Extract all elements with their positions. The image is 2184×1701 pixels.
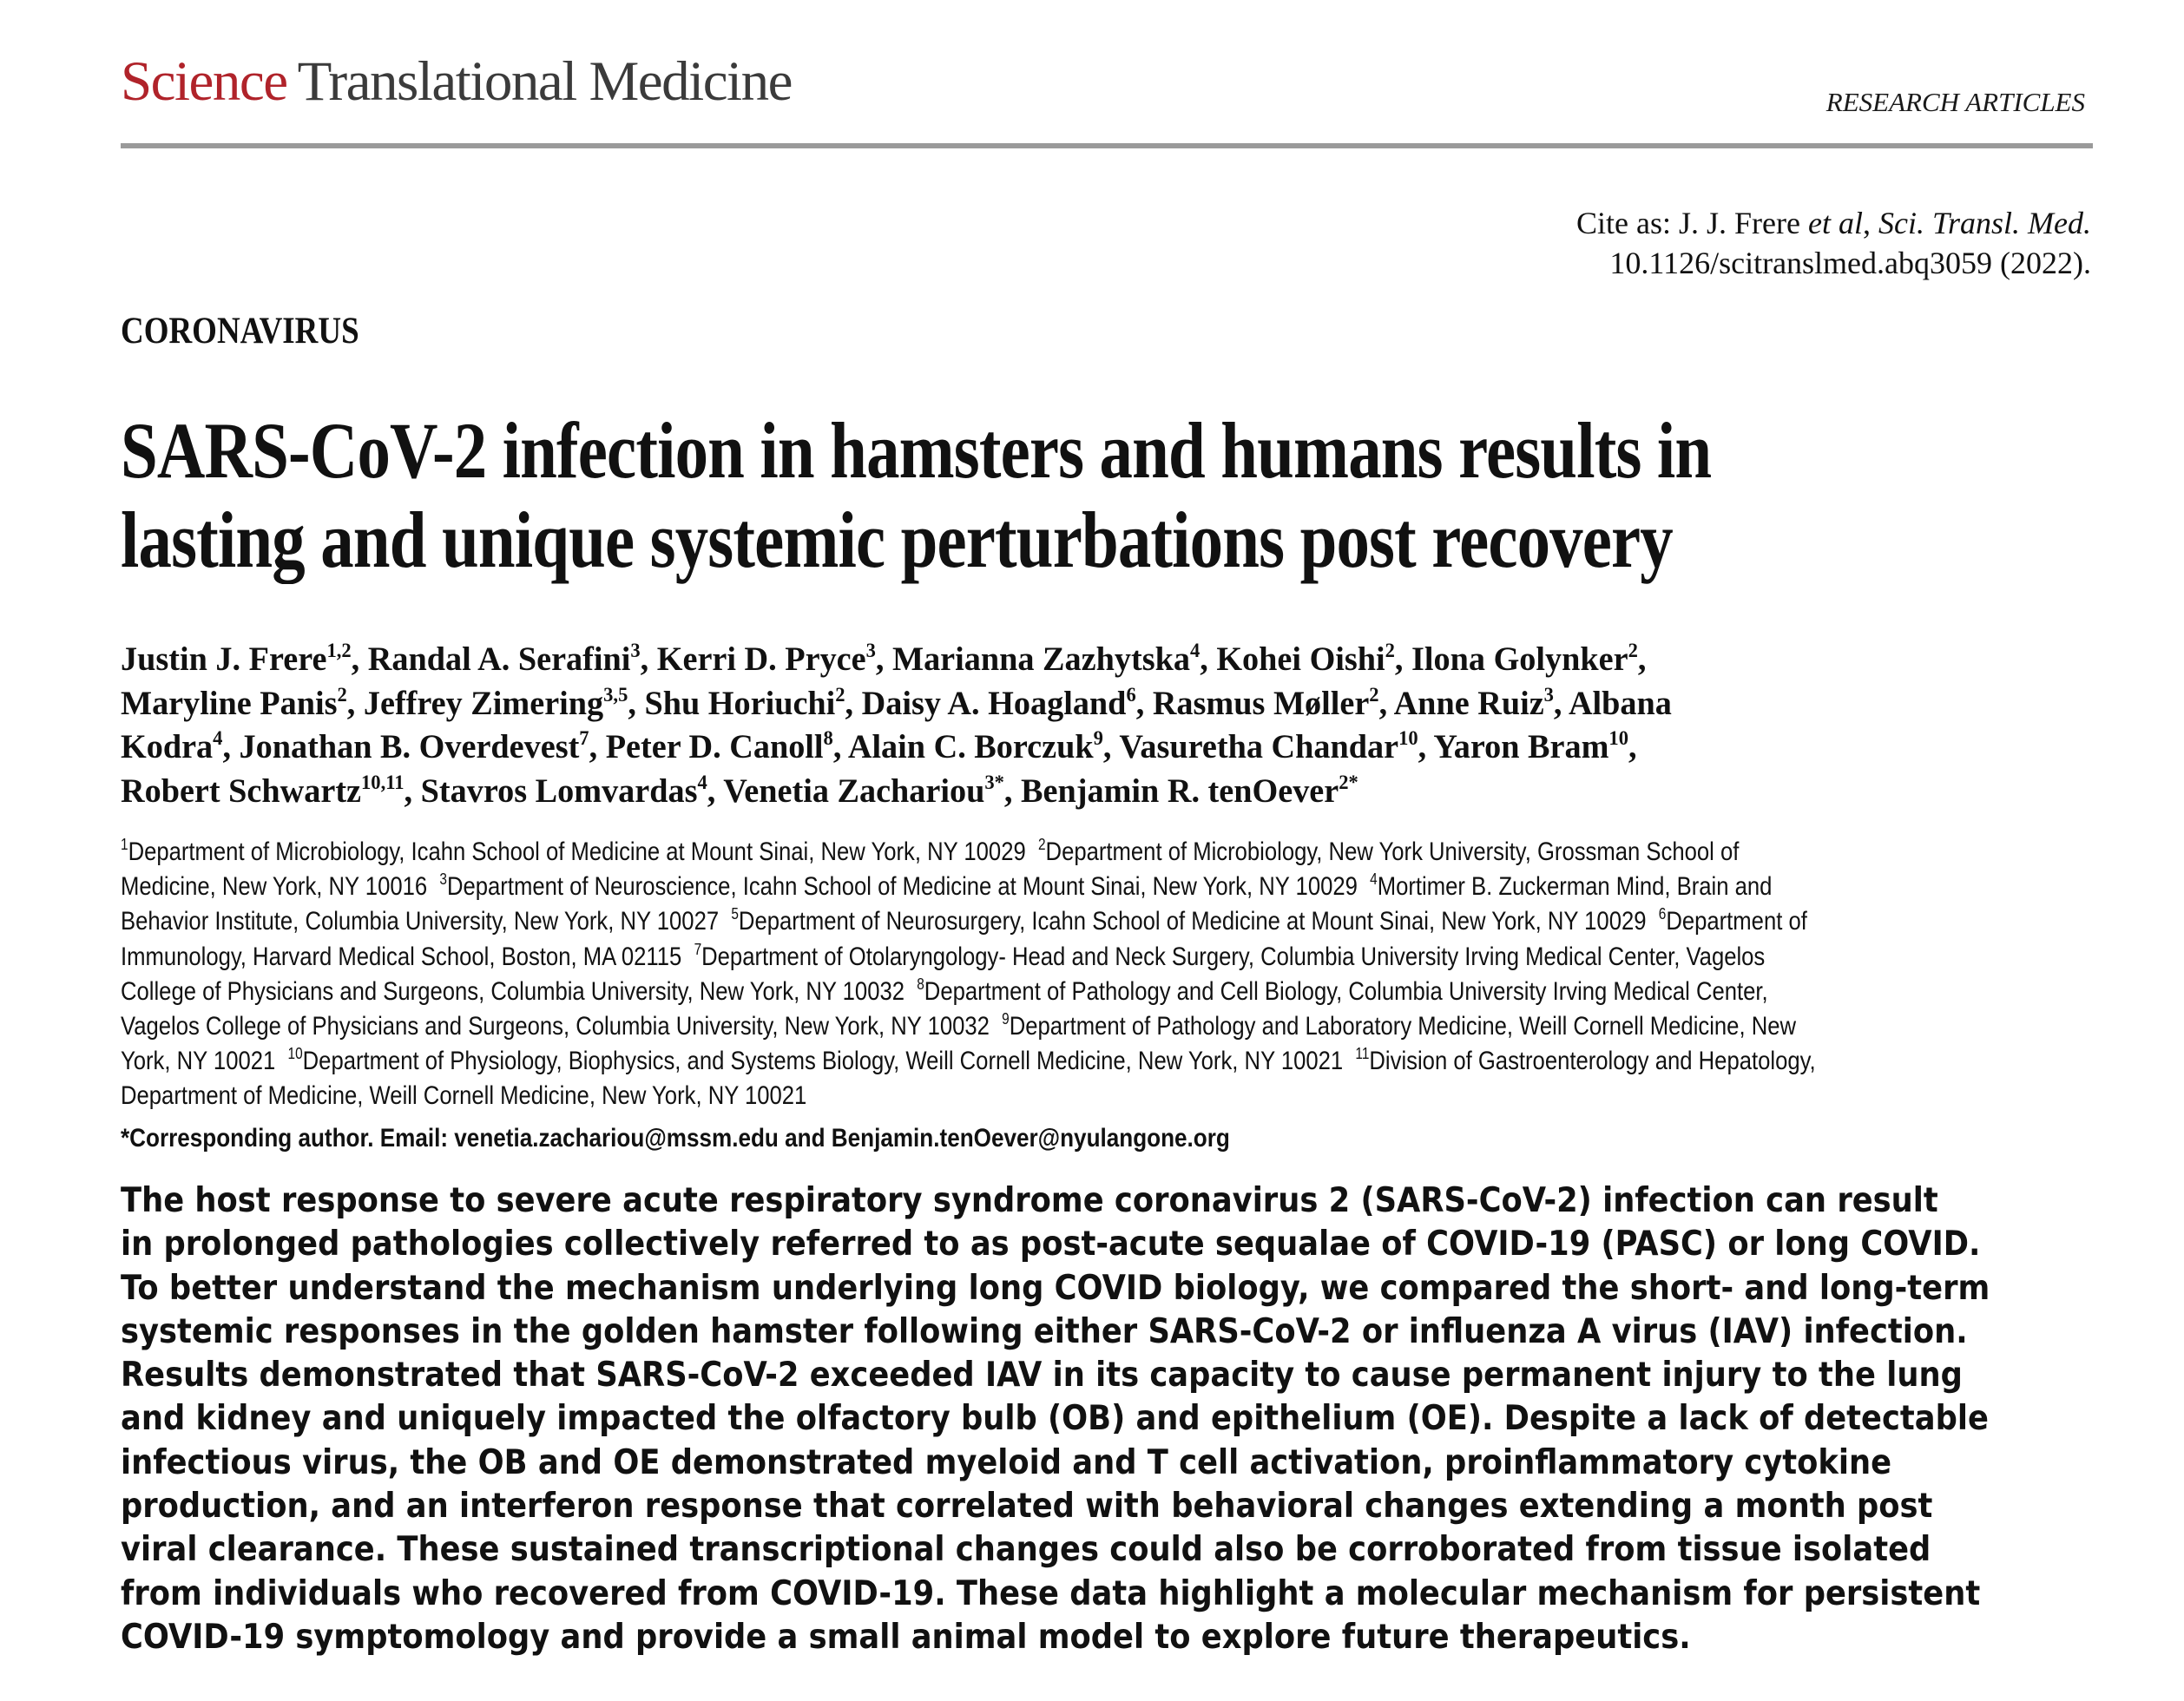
author-name[interactable]: Shu Horiuchi <box>644 684 836 722</box>
author-separator: , <box>845 684 862 722</box>
author-affiliation-marker: 2 <box>337 683 347 706</box>
affiliation-number: 4 <box>1370 870 1378 889</box>
citation-comma: , <box>1862 206 1878 240</box>
affiliation-text: Immunology, Harvard Medical School, Boston, MA 02115 <box>121 942 694 971</box>
author-separator: , <box>1637 640 1647 678</box>
author-affiliation-marker: 3 <box>865 640 876 661</box>
affiliation-text: Medicine, New York, NY 10016 <box>121 872 440 902</box>
header-divider <box>121 143 2093 148</box>
author-affiliation-marker: 4 <box>1189 640 1201 661</box>
abstract-line: Results demonstrated that SARS-CoV-2 exceeded IAV in its capacity to cause permanent injury to the lung <box>121 1356 1963 1396</box>
affiliation-line <box>121 870 2125 904</box>
author-name[interactable]: Venetia Zachariou <box>723 772 985 810</box>
author-name[interactable]: Vasuretha Chandar <box>1119 728 1399 765</box>
affiliation-line <box>121 975 2125 1009</box>
author-separator: , <box>1200 640 1217 678</box>
affiliation-line <box>121 1009 2125 1044</box>
author-name[interactable]: Jeffrey Zimering <box>363 684 604 722</box>
author-name[interactable]: Jonathan B. Overdevest <box>239 728 580 765</box>
affiliation-number: 1 <box>121 836 128 853</box>
author-separator: , <box>1003 772 1022 810</box>
affiliation-number: 7 <box>694 940 702 958</box>
author-affiliation-marker: 3* <box>984 771 1004 793</box>
author-separator: , <box>1378 684 1394 722</box>
author-affiliation-marker: 3 <box>1543 683 1554 706</box>
author-name[interactable]: Randal A. Serafini <box>367 640 631 678</box>
abstract-line: and kidney and uniquely impacted the olfactory bulb (OB) and epithelium (OE). Despite a lack of detectable <box>121 1399 1989 1439</box>
author-affiliation-marker: 9 <box>1093 727 1103 749</box>
author-affiliation-marker: 2 <box>1628 640 1638 661</box>
affiliation-number: 10 <box>287 1045 303 1063</box>
author-name[interactable]: Yaron Bram <box>1433 728 1609 765</box>
affiliation-line <box>121 835 2125 870</box>
author-name[interactable]: Alain C. Borczuk <box>847 728 1094 765</box>
author-separator: , <box>875 640 892 678</box>
author-affiliation-marker: 6 <box>1126 683 1136 706</box>
author-affiliation-marker: 4 <box>213 727 223 749</box>
abstract-line: COVID-19 symptomology and provide a small animal model to explore future therapeutics. <box>121 1617 1691 1657</box>
author-line <box>121 682 2162 726</box>
affiliation-number: 5 <box>731 905 739 923</box>
author-separator: , <box>351 640 368 678</box>
affiliation-text: York, NY 10021 <box>121 1047 288 1076</box>
title-line: lasting and unique systemic perturbations post recovery <box>121 496 1673 584</box>
author-separator: , <box>1553 684 1569 722</box>
affiliation-number: 3 <box>439 870 447 889</box>
author-separator: , <box>404 772 421 810</box>
author-name[interactable]: Kohei Oishi <box>1216 640 1385 678</box>
author-line <box>121 638 2162 682</box>
affiliation-text: Department of Medicine, Weill Cornell Medicine, New York, NY 10021 <box>121 1081 807 1111</box>
abstract <box>121 1179 2085 1659</box>
affiliation-text: Department of Microbiology, Icahn School of Medicine at Mount Sinai, New York, NY 10029 <box>128 837 1038 866</box>
author-name[interactable]: Kerri D. Pryce <box>656 640 866 678</box>
journal-name: Translational Medicine <box>297 50 792 113</box>
author-affiliation-marker: 4 <box>697 771 707 793</box>
affiliation-line <box>121 1044 2125 1079</box>
author-separator: , <box>707 772 724 810</box>
affiliation-line <box>121 940 2125 975</box>
citation-prefix: Cite as: J. J. Frere <box>1576 206 1808 240</box>
author-affiliation-marker: 7 <box>579 727 589 749</box>
journal-brand: Science <box>121 50 287 113</box>
author-name[interactable]: Justin J. Frere <box>121 640 327 678</box>
abstract-line: infectious virus, the OB and OE demonstrated myeloid and T cell activation, proinflammatory cytokine <box>121 1442 1892 1482</box>
author-name[interactable]: Benjamin R. tenOever <box>1021 772 1339 810</box>
author-name[interactable]: Maryline Panis <box>121 684 338 722</box>
author-separator: , <box>1102 728 1120 765</box>
author-name[interactable]: Daisy A. Hoagland <box>861 684 1127 722</box>
abstract-line: in prolonged pathologies collectively referred to as post-acute sequalae of COVID-19 (PASC) or long COVID. <box>121 1225 1981 1264</box>
author-affiliation-marker: 2* <box>1339 771 1358 793</box>
title-line: SARS-CoV-2 infection in hamsters and humans results in <box>121 406 1712 495</box>
affiliation-number: 8 <box>917 975 924 993</box>
author-separator: , <box>1628 728 1637 765</box>
author-separator: , <box>346 684 364 722</box>
author-separator: , <box>222 728 240 765</box>
author-affiliation-marker: 3 <box>630 640 641 661</box>
affiliation-text: Department of Neurosurgery, Icahn School of Medicine at Mount Sinai, New York, NY 10029 <box>738 907 1659 936</box>
author-separator: , <box>628 684 645 722</box>
author-name[interactable]: Stavros Lomvardas <box>420 772 698 810</box>
citation-journal: Sci. Transl. Med. <box>1878 206 2091 240</box>
abstract-line: To better understand the mechanism underlying long COVID biology, we compared the short- and long-term <box>121 1268 1990 1308</box>
author-affiliation-marker: 1,2 <box>326 640 352 661</box>
author-name[interactable]: Rasmus Møller <box>1152 684 1370 722</box>
affiliation-text: Division of Gastroenterology and Hepatology, <box>1369 1047 1816 1076</box>
affiliation-number: 9 <box>1002 1010 1010 1028</box>
author-affiliation-marker: 2 <box>1369 683 1379 706</box>
affiliation-list <box>121 835 2125 1114</box>
affiliation-text: Department of <box>1666 907 1807 936</box>
article-title <box>121 406 2042 585</box>
affiliation-number: 11 <box>1355 1045 1370 1063</box>
author-separator: , <box>640 640 657 678</box>
author-list <box>121 638 2162 813</box>
author-line <box>121 726 2162 770</box>
affiliation-text: Behavior Institute, Columbia University, New York, NY 10027 <box>121 907 732 936</box>
author-name[interactable]: Albana <box>1568 684 1672 722</box>
affiliation-text: Department of Physiology, Biophysics, and Systems Biology, Weill Cornell Medicine, New York, NY 10021 <box>302 1047 1356 1076</box>
section-label: RESEARCH ARTICLES <box>1825 87 2085 117</box>
citation-et-al: et al <box>1808 206 1863 240</box>
abstract-line: viral clearance. These sustained transcriptional changes could also be corroborated from tissue isolated <box>121 1530 1931 1570</box>
author-name[interactable]: Kodra <box>121 728 214 765</box>
affiliation-text: Department of Otolaryngology- Head and Neck Surgery, Columbia University Irving Medical Center, Vagelos <box>701 942 1766 971</box>
affiliation-text: Department of Pathology and Laboratory Medicine, Weill Cornell Medicine, New <box>1009 1012 1797 1041</box>
article-category: CORONAVIRUS <box>121 311 359 351</box>
author-name[interactable]: Robert Schwartz <box>121 772 362 810</box>
author-name[interactable]: Ilona Golynker <box>1411 640 1628 678</box>
affiliation-line <box>121 904 2125 939</box>
affiliation-number: 6 <box>1658 905 1667 923</box>
author-separator: , <box>589 728 606 765</box>
author-name[interactable]: Anne Ruiz <box>1393 684 1544 722</box>
author-affiliation-marker: 8 <box>823 727 833 749</box>
author-separator: , <box>1418 728 1434 765</box>
author-name[interactable]: Peter D. Canoll <box>605 728 824 765</box>
author-line <box>121 770 2162 814</box>
corresponding-author[interactable]: *Corresponding author. Email: venetia.zachariou@mssm.edu and Benjamin.tenOever@nyulangone.org <box>121 1124 1230 1153</box>
author-affiliation-marker: 2 <box>1385 640 1395 661</box>
citation <box>1576 203 2091 283</box>
author-separator: , <box>1135 684 1153 722</box>
affiliation-text: College of Physicians and Surgeons, Columbia University, New York, NY 10032 <box>121 976 918 1006</box>
author-affiliation-marker: 3,5 <box>603 683 628 706</box>
citation-doi[interactable]: 10.1126/scitranslmed.abq3059 (2022). <box>1609 246 2091 280</box>
citation-line-1 <box>1576 203 2091 243</box>
abstract-line: production, and an interferon response that correlated with behavioral changes extending a month post <box>121 1487 1933 1527</box>
affiliation-number: 2 <box>1037 836 1046 853</box>
abstract-line: The host response to severe acute respiratory syndrome coronavirus 2 (SARS-CoV-2) infection can result <box>121 1181 1938 1220</box>
author-affiliation-marker: 10 <box>1608 727 1628 749</box>
abstract-line: from individuals who recovered from COVID-19. These data highlight a molecular mechanism for persistent <box>121 1573 1981 1613</box>
author-name[interactable]: Marianna Zazhytska <box>891 640 1190 678</box>
affiliation-line <box>121 1079 2125 1113</box>
affiliation-text: Mortimer B. Zuckerman Mind, Brain and <box>1377 872 1773 902</box>
author-affiliation-marker: 2 <box>835 683 845 706</box>
author-separator: , <box>1394 640 1412 678</box>
journal-masthead[interactable] <box>121 50 792 113</box>
author-affiliation-marker: 10 <box>1398 727 1418 749</box>
affiliation-text: Department of Neuroscience, Icahn School of Medicine at Mount Sinai, New York, NY 10029 <box>446 872 1371 902</box>
affiliation-text: Vagelos College of Physicians and Surgeons, Columbia University, New York, NY 10032 <box>121 1012 1003 1041</box>
author-affiliation-marker: 10,11 <box>361 771 405 793</box>
affiliation-text: Department of Pathology and Cell Biology, Columbia University Irving Medical Center, <box>924 976 1768 1006</box>
author-separator: , <box>832 728 848 765</box>
abstract-line: systemic responses in the golden hamster following either SARS-CoV-2 or influenza A virus (IAV) infection. <box>121 1311 1968 1351</box>
affiliation-text: Department of Microbiology, New York University, Grossman School of <box>1045 837 1740 866</box>
